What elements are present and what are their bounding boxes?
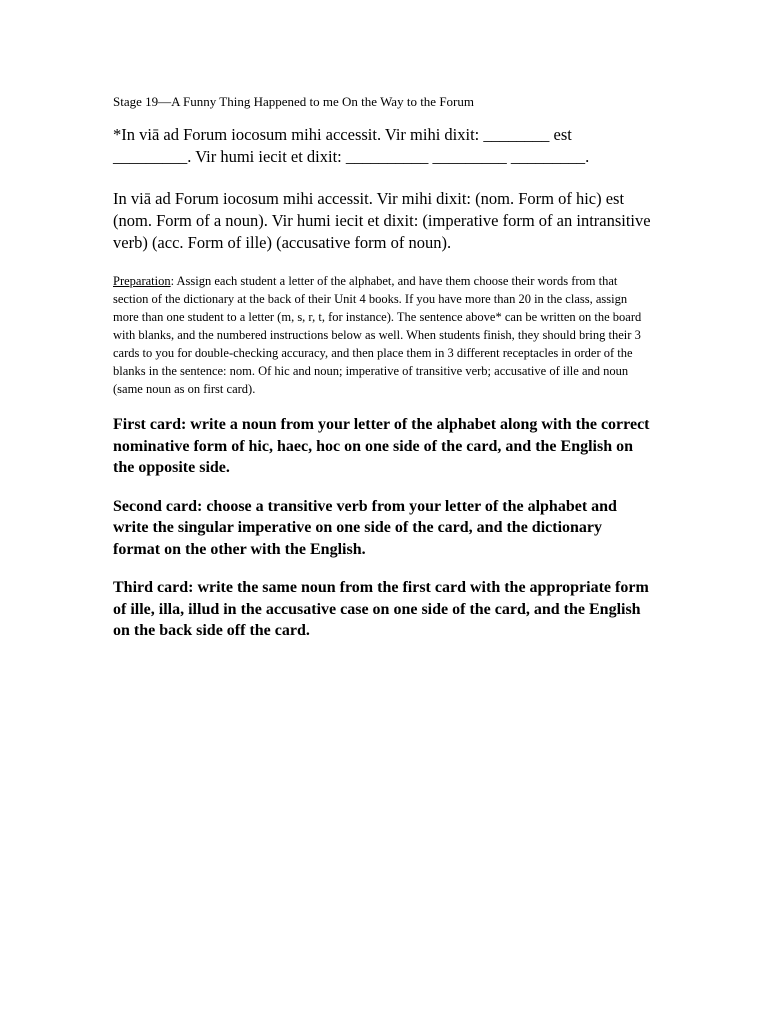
preparation-text: : Assign each student a letter of the alphabet, and have them choose their words from that section of the dictionary at the back of their Unit 4 books. If you have more than 20 in the class, assign more than one student to a letter (m, s, r, t, for instance). The sentence above* can be written on the board with blanks, and the numbered instructions below as well. When students finish, they should bring their 3 cards to you for double-checking accuracy, and then place them in 3 different receptacles in order of the blanks in the sentence: nom. Of hic and noun; imperative of transitive verb; accusative of ille and noun (same noun as on first card). — [113, 274, 642, 396]
first-card-instruction: First card: write a noun from your letter of the alphabet along with the correct nominative form of hic, haec, hoc on one side of the card, and the English on the opposite side. — [113, 416, 650, 476]
latin-sentence-with-instructions: In viā ad Forum iocosum mihi accessit. Vir mihi dixit: (nom. Form of hic) est (nom. Form of a noun). Vir humi iecit et dixit: (imperative form of an intransitive verb) (acc. Form of ille) (accusative form of noun). — [113, 189, 651, 252]
latin-sentence-with-blanks: *In viā ad Forum iocosum mihi accessit. Vir mihi dixit: ________ est _________. Vir humi iecit et dixit: __________ _________ _________. — [113, 125, 590, 166]
preparation-paragraph — [113, 272, 653, 398]
second-card-instruction: Second card: choose a transitive verb from your letter of the alphabet and write the singular imperative on one side of the card, and the dictionary format on the other with the English. — [113, 497, 617, 558]
document-header: Stage 19—A Funny Thing Happened to me On the Way to the Forum — [113, 94, 474, 109]
third-card-instruction: Third card: write the same noun from the first card with the appropriate form of ille, illa, illud in the accusative case on one side of the card, and the English on the back side off the card. — [113, 579, 649, 639]
document-page — [113, 94, 653, 659]
preparation-label: Preparation — [113, 274, 171, 288]
